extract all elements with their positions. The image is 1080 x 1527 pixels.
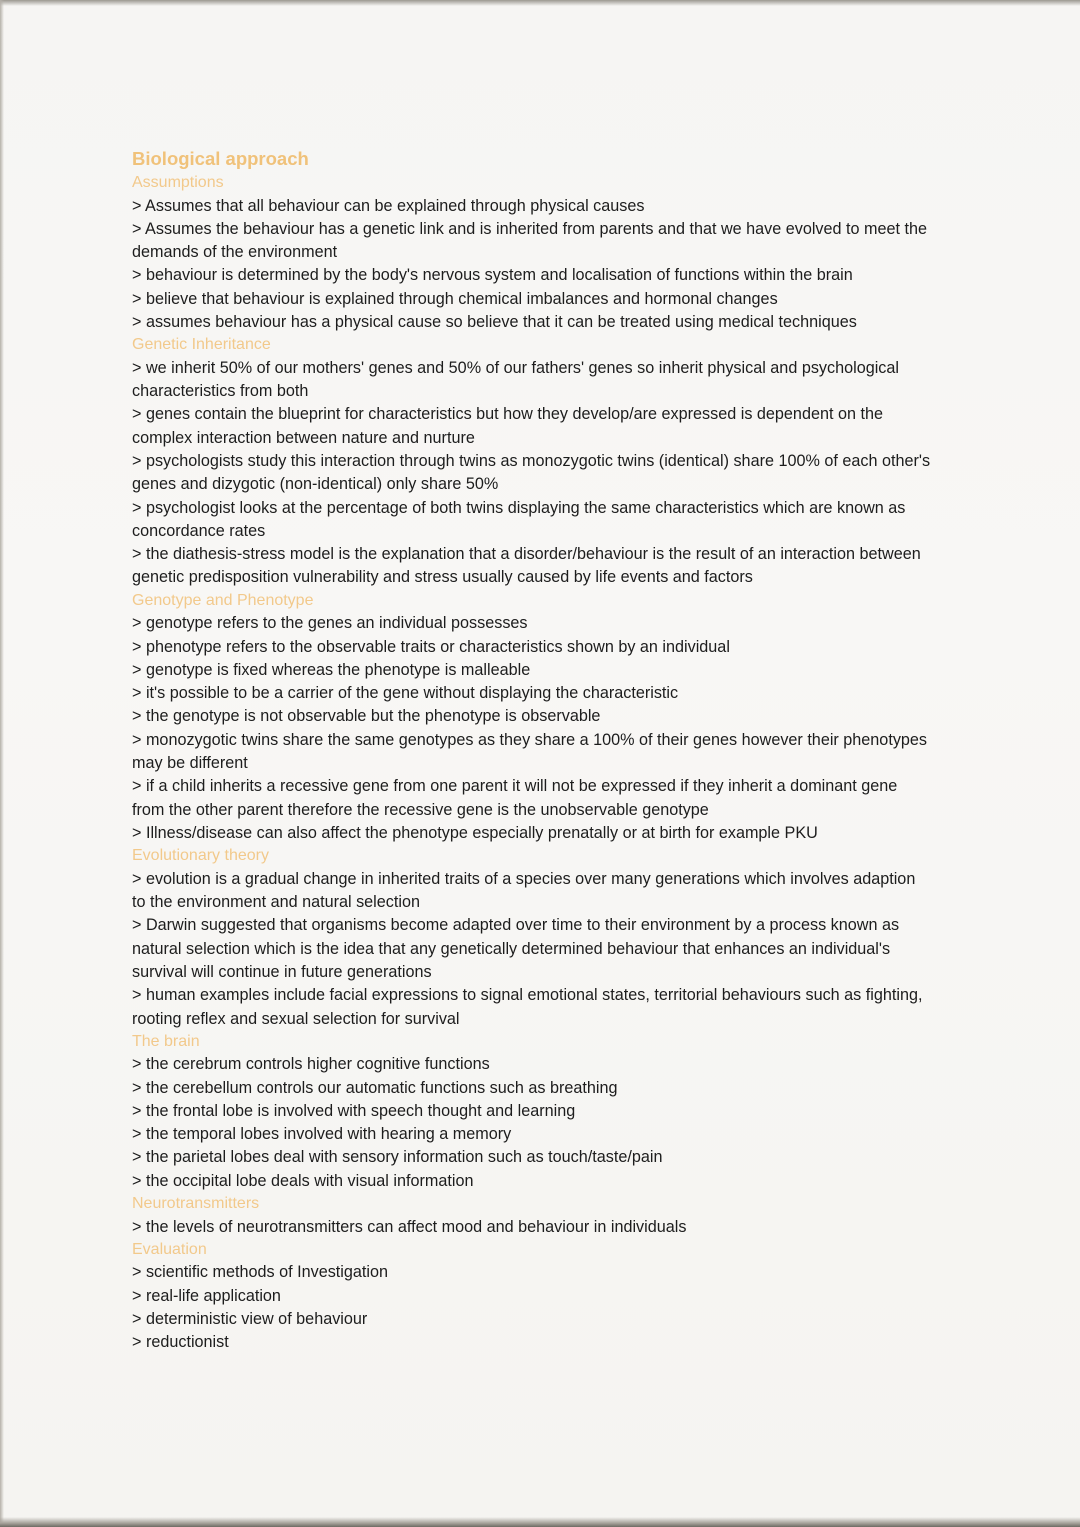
document-title: Biological approach (132, 148, 309, 169)
list-item: > scientific methods of Investigation (132, 1263, 388, 1282)
list-item: > the frontal lobe is involved with speech thought and learning (132, 1101, 576, 1120)
list-item: > the parietal lobes deal with sensory information such as touch/taste/pain (132, 1148, 663, 1167)
section-genotype-phenotype (132, 590, 932, 845)
section-assumptions (132, 172, 932, 334)
section-neurotransmitters (132, 1193, 932, 1239)
list-item: > deterministic view of behaviour (132, 1309, 368, 1328)
list-item: > the cerebrum controls higher cognitive functions (132, 1055, 490, 1074)
list-item: > real-life application (132, 1286, 281, 1305)
list-item: > Assumes the behaviour has a genetic link and is inherited from parents and that we have evolved to meet the demands of the environment (132, 219, 928, 262)
section-heading: Neurotransmitters (132, 1195, 260, 1213)
page-bottom-edge (0, 1517, 1080, 1527)
list-item: > Illness/disease can also affect the phenotype especially prenatally or at birth for example PKU (132, 823, 818, 842)
section-heading: The brain (132, 1032, 200, 1050)
list-item: > the occipital lobe deals with visual information (132, 1171, 474, 1190)
list-item: > the cerebellum controls our automatic functions such as breathing (132, 1078, 618, 1097)
list-item: > psychologists study this interaction through twins as monozygotic twins (identical) share 100% of each other's genes and dizygotic (non-identical) only share 50% (132, 451, 931, 494)
list-item: > genotype is fixed whereas the phenotype is malleable (132, 660, 531, 679)
list-item: > genes contain the blueprint for characteristics but how they develop/are expressed is dependent on the complex interaction between nature and nurture (132, 405, 883, 447)
list-item: > monozygotic twins share the same genotypes as they share a 100% of their genes however their phenotypes may be different (132, 730, 928, 773)
page-left-edge (0, 0, 4, 1527)
list-item: > Darwin suggested that organisms become adapted over time to their environment by a process known as natural selection which is the idea that any genetically determined behaviour that enhances an individual's survival will continue in future generations (132, 916, 900, 981)
list-item: > evolution is a gradual change in inherited traits of a species over many generations which involves adaption to the environment and natural selection (132, 869, 916, 912)
page-top-edge (0, 0, 1080, 6)
section-heading: Genotype and Phenotype (132, 591, 314, 609)
section-the-brain (132, 1031, 932, 1193)
list-item: > it's possible to be a carrier of the gene without displaying the characteristic (132, 684, 679, 703)
list-item: > the genotype is not observable but the phenotype is observable (132, 707, 601, 726)
notes-content (132, 146, 932, 1355)
list-item: > the levels of neurotransmitters can affect mood and behaviour in individuals (132, 1217, 687, 1236)
section-heading: Evolutionary theory (132, 847, 269, 865)
section-heading: Genetic Inheritance (132, 336, 271, 354)
list-item: > psychologist looks at the percentage of both twins displaying the same characteristics which are known as concordance rates (132, 498, 906, 540)
section-heading: Evaluation (132, 1240, 207, 1258)
list-item: > the temporal lobes involved with hearing a memory (132, 1125, 512, 1144)
list-item: > assumes behaviour has a physical cause so believe that it can be treated using medical techniques (132, 312, 857, 331)
list-item: > behaviour is determined by the body's nervous system and localisation of functions within the brain (132, 266, 853, 285)
section-genetic-inheritance (132, 334, 932, 589)
list-item: > human examples include facial expressions to signal emotional states, territorial behaviours such as fighting, rooting reflex and sexual selection for survival (132, 986, 923, 1028)
section-evolutionary-theory (132, 845, 932, 1031)
list-item: > if a child inherits a recessive gene from one parent it will not be expressed if they inherit a dominant gene from the other parent therefore the recessive gene is the unobservable genotype (132, 777, 898, 819)
list-item: > believe that behaviour is explained through chemical imbalances and hormonal changes (132, 289, 778, 308)
list-item: > we inherit 50% of our mothers' genes and 50% of our fathers' genes so inherit physical and psychological characteristics from both (132, 358, 899, 401)
list-item: > reductionist (132, 1333, 229, 1352)
section-heading: Assumptions (132, 174, 224, 191)
list-item: > genotype refers to the genes an individual possesses (132, 614, 528, 633)
list-item: > Assumes that all behaviour can be explained through physical causes (132, 196, 645, 215)
list-item: > phenotype refers to the observable traits or characteristics shown by an individual (132, 637, 730, 656)
list-item: > the diathesis-stress model is the explanation that a disorder/behaviour is the result of an interaction between genetic predisposition vulnerability and stress usually caused by life events and factors (132, 545, 921, 587)
section-evaluation (132, 1239, 932, 1355)
